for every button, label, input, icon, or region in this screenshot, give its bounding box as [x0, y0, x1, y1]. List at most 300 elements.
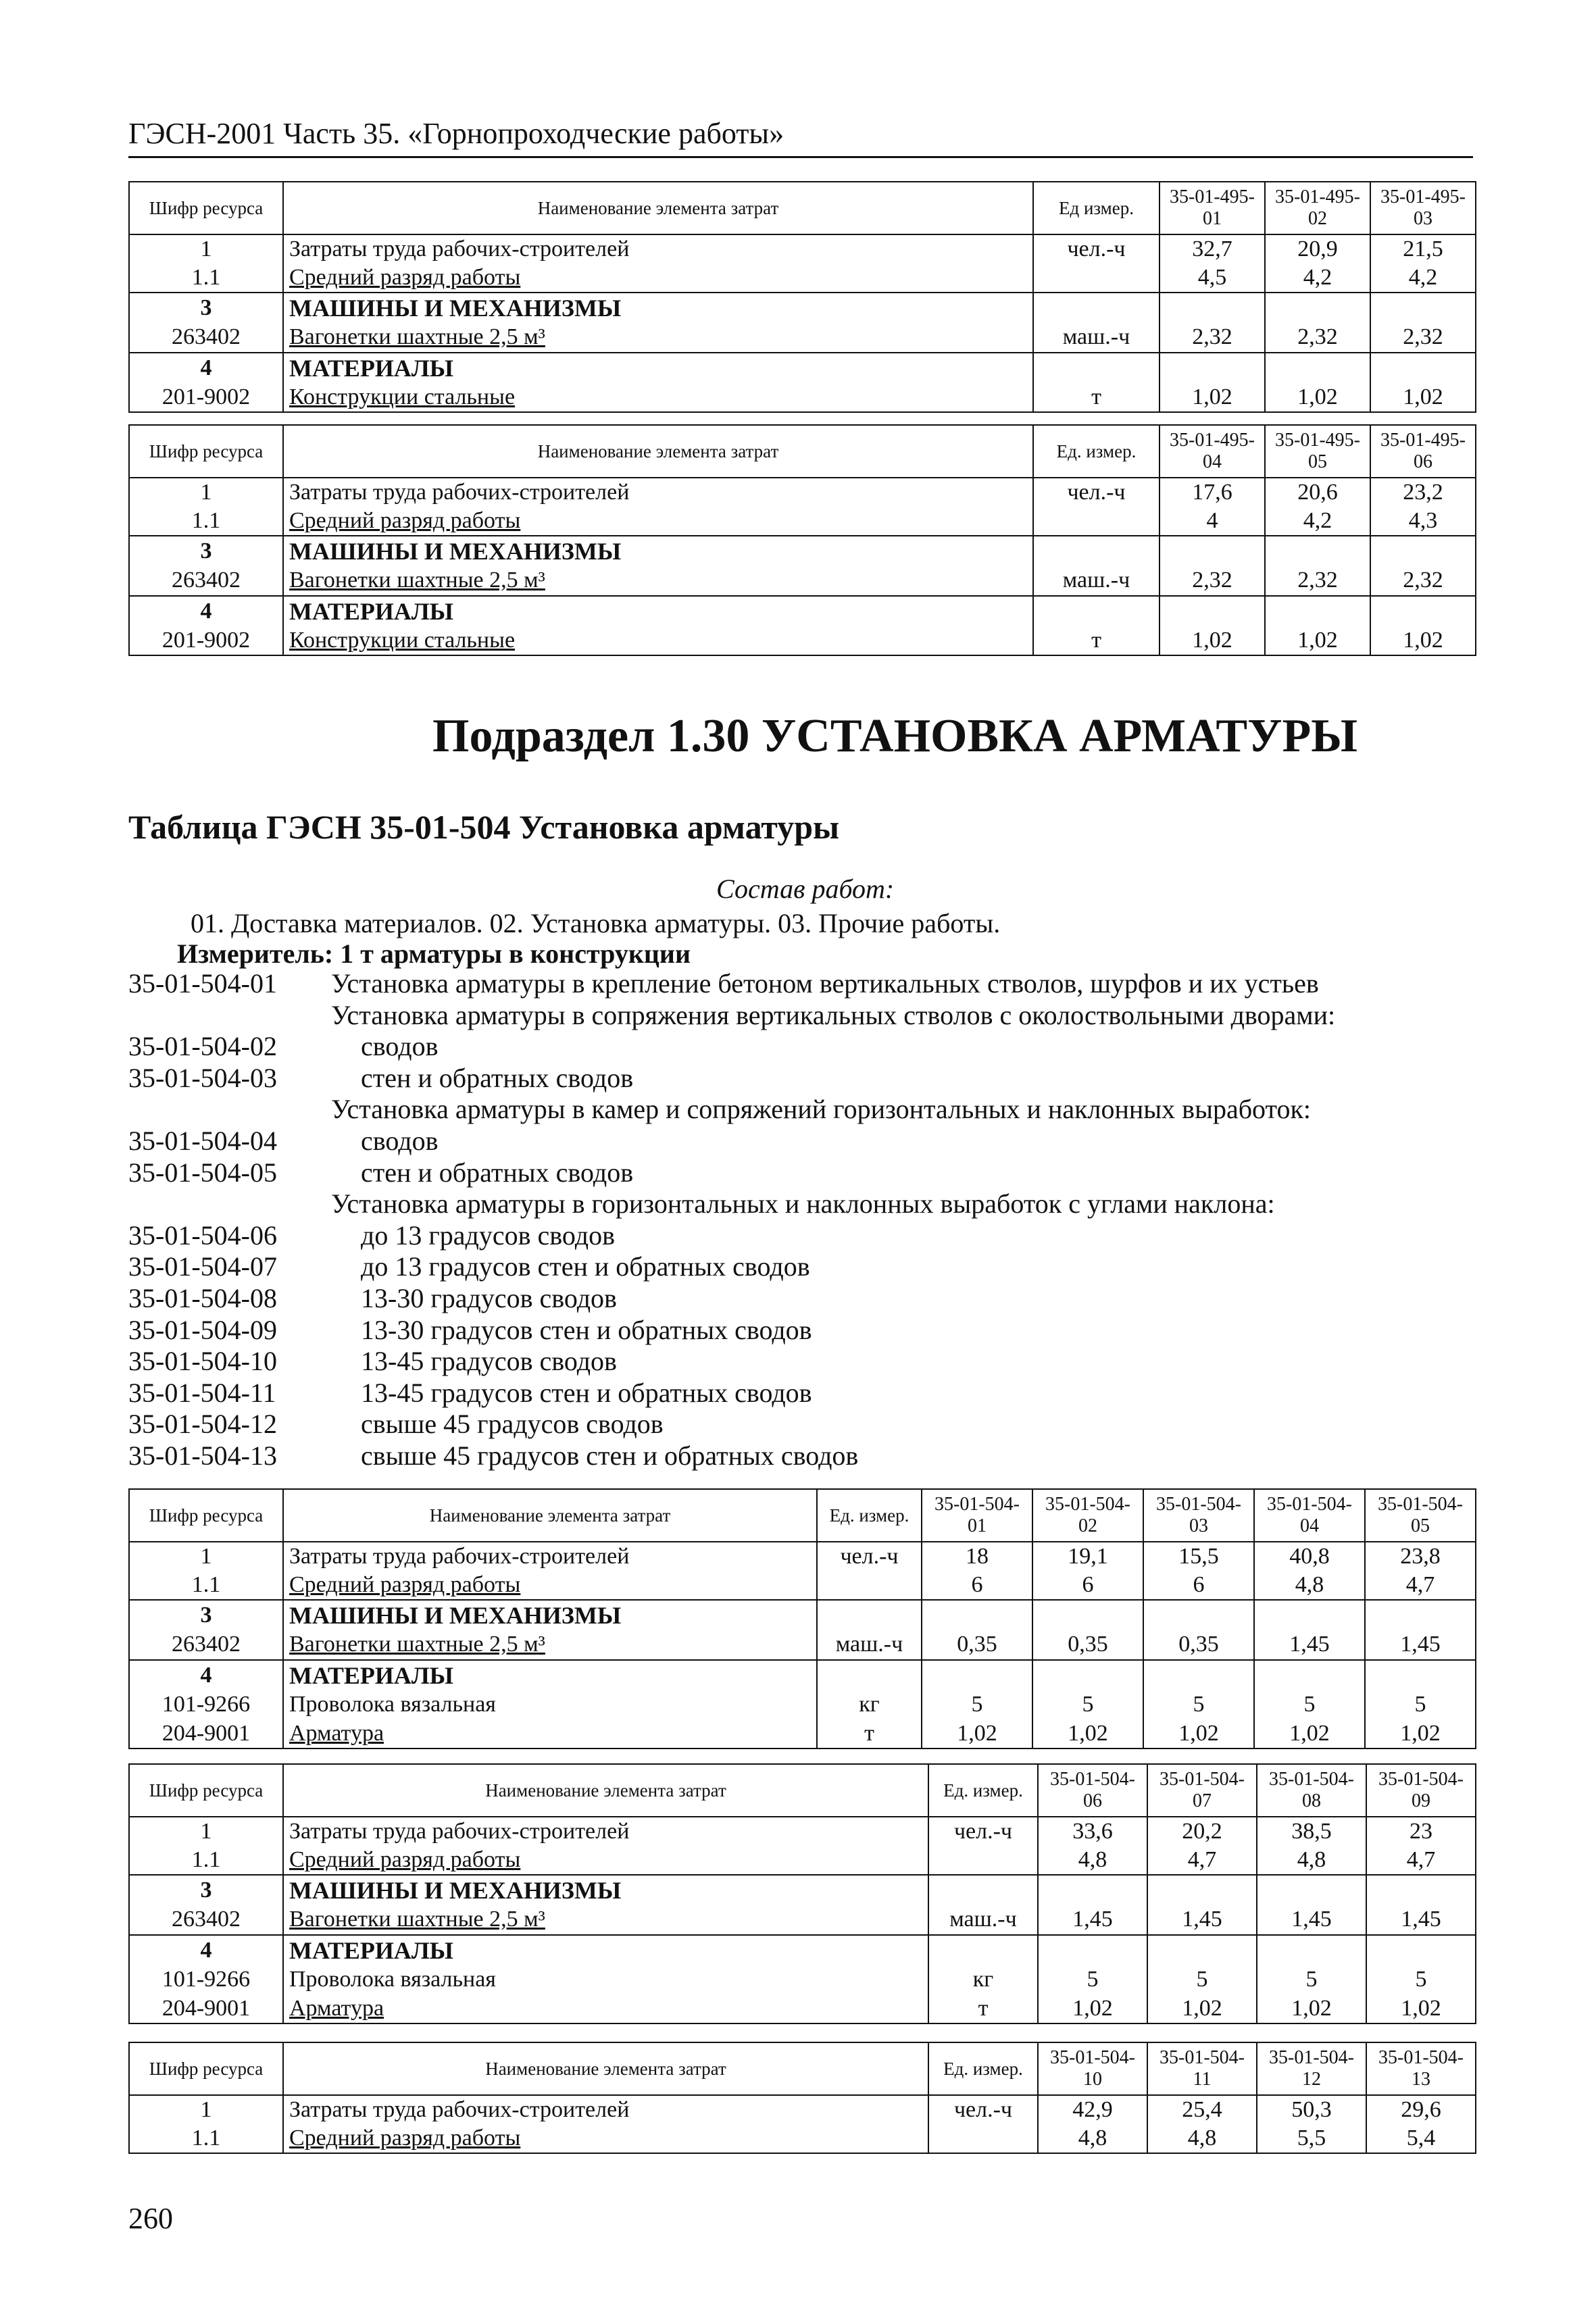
norm-description: 13-45 градусов сводов [361, 1346, 617, 1377]
value-cell [1370, 353, 1476, 383]
value-cell [1265, 293, 1370, 323]
resource-code: 4 [129, 1935, 283, 1965]
value-cell: 1,02 [1143, 1719, 1254, 1749]
resource-code: 263402 [129, 1905, 283, 1934]
table-row [129, 383, 1476, 412]
cost-element-name: Конструкции стальные [283, 383, 1033, 412]
value-cell [1159, 596, 1265, 626]
table-row [129, 234, 1476, 263]
header-unit: Ед. измер. [928, 2042, 1038, 2095]
value-cell: 4,7 [1365, 1571, 1476, 1600]
header-norm-code: 35-01-495-01 [1159, 182, 1265, 234]
cost-element-name: МАТЕРИАЛЫ [283, 353, 1033, 383]
value-cell: 5 [922, 1690, 1032, 1719]
value-cell: 42,9 [1038, 2095, 1147, 2124]
value-cell: 2,32 [1265, 323, 1370, 352]
measure-unit: Измеритель: 1 т арматуры в конструкции [177, 938, 691, 969]
table-row [129, 536, 1476, 566]
page-header: ГЭСН-2001 Часть 35. «Горнопроходческие работы» [128, 116, 1473, 158]
value-cell: 15,5 [1143, 1542, 1254, 1571]
value-cell [1159, 293, 1265, 323]
value-cell: 20,2 [1147, 1817, 1257, 1846]
norm-item [128, 1378, 1412, 1409]
header-name: Наименование элемента затрат [283, 1489, 817, 1542]
header-code: Шифр ресурса [129, 425, 283, 478]
norm-code [128, 1188, 331, 1220]
value-cell [1032, 1600, 1143, 1630]
table-row [129, 1935, 1476, 1965]
cost-element-name: Вагонетки шахтные 2,5 м³ [283, 566, 1033, 595]
cost-table-504-01-05 [128, 1488, 1476, 1749]
cost-element-name: Затраты труда рабочих-строителей [283, 478, 1033, 507]
value-cell: 5 [1257, 1965, 1366, 1994]
cost-element-name: МАШИНЫ И МЕХАНИЗМЫ [283, 1600, 817, 1630]
value-cell: 2,32 [1370, 323, 1476, 352]
resource-code: 3 [129, 536, 283, 566]
unit [1033, 507, 1159, 536]
norm-item [128, 1000, 1412, 1032]
value-cell: 1,02 [1265, 383, 1370, 412]
table-header-row [129, 2042, 1476, 2095]
header-name: Наименование элемента затрат [283, 1764, 928, 1817]
value-cell: 0,35 [922, 1630, 1032, 1659]
table-row [129, 1875, 1476, 1905]
value-cell [1143, 1600, 1254, 1630]
unit: маш.-ч [928, 1905, 1038, 1934]
value-cell: 1,45 [1147, 1905, 1257, 1934]
value-cell [1257, 1935, 1366, 1965]
header-unit: Ед. измер. [928, 1764, 1038, 1817]
value-cell: 5 [1038, 1965, 1147, 1994]
cost-element-name: МАТЕРИАЛЫ [283, 1660, 817, 1690]
cost-element-name: Затраты труда рабочих-строителей [283, 1542, 817, 1571]
table-row [129, 566, 1476, 595]
resource-code: 1 [129, 234, 283, 263]
cost-element-name: Арматура [283, 1994, 928, 2023]
unit [1033, 536, 1159, 566]
table-row [129, 1690, 1476, 1719]
header-norm-code: 35-01-504-11 [1147, 2042, 1257, 2095]
resource-code: 201-9002 [129, 626, 283, 655]
norm-item [128, 968, 1412, 1000]
value-cell: 33,6 [1038, 1817, 1147, 1846]
resource-code: 1.1 [129, 507, 283, 536]
unit [928, 2124, 1038, 2153]
value-cell: 50,3 [1257, 2095, 1366, 2124]
value-cell: 1,02 [1265, 626, 1370, 655]
header-norm-code: 35-01-504-03 [1143, 1489, 1254, 1542]
unit: чел.-ч [1033, 478, 1159, 507]
table-header-row [129, 1764, 1476, 1817]
norm-description: свыше 45 градусов сводов [361, 1409, 664, 1440]
unit: чел.-ч [817, 1542, 922, 1571]
header-norm-code: 35-01-504-06 [1038, 1764, 1147, 1817]
norm-item [128, 1440, 1412, 1472]
norm-code: 35-01-504-13 [128, 1440, 277, 1471]
table-row [129, 1905, 1476, 1934]
value-cell [1265, 353, 1370, 383]
norm-code: 35-01-504-10 [128, 1346, 277, 1377]
unit: т [928, 1994, 1038, 2023]
value-cell: 1,02 [1254, 1719, 1365, 1749]
norm-code: 35-01-504-06 [128, 1219, 277, 1251]
resource-code: 101-9266 [129, 1965, 283, 1994]
value-cell [1365, 1660, 1476, 1690]
header-code: Шифр ресурса [129, 182, 283, 234]
header-norm-code: 35-01-504-07 [1147, 1764, 1257, 1817]
unit [1033, 596, 1159, 626]
table-row [129, 507, 1476, 536]
value-cell [1254, 1600, 1365, 1630]
header-name: Наименование элемента затрат [283, 2042, 928, 2095]
norm-code [128, 1000, 331, 1032]
resource-code: 101-9266 [129, 1690, 283, 1719]
value-cell: 5 [1147, 1965, 1257, 1994]
value-cell: 2,32 [1159, 323, 1265, 352]
unit [1033, 263, 1159, 293]
resource-code: 1 [129, 1817, 283, 1846]
value-cell: 1,02 [1038, 1994, 1147, 2023]
cost-element-name: Вагонетки шахтные 2,5 м³ [283, 1630, 817, 1659]
norm-code: 35-01-504-05 [128, 1157, 277, 1188]
norm-item [128, 1409, 1412, 1440]
table-row [129, 263, 1476, 293]
resource-code: 4 [129, 1660, 283, 1690]
header-norm-code: 35-01-504-09 [1366, 1764, 1476, 1817]
value-cell: 2,32 [1159, 566, 1265, 595]
norm-code [128, 1094, 331, 1126]
value-cell: 2,32 [1370, 566, 1476, 595]
header-norm-code: 35-01-495-05 [1265, 425, 1370, 478]
norm-code: 35-01-504-03 [128, 1062, 277, 1093]
unit: чел.-ч [928, 1817, 1038, 1846]
resource-code: 3 [129, 1600, 283, 1630]
norm-item [128, 1346, 1412, 1378]
table-row [129, 1846, 1476, 1875]
table-row [129, 1542, 1476, 1571]
cost-table-495-01-03 [128, 181, 1476, 413]
value-cell [1265, 596, 1370, 626]
resource-code: 3 [129, 1875, 283, 1905]
norm-description: Установка арматуры в горизонтальных и наклонных выработок с углами наклона: [331, 1188, 1275, 1219]
table-header-row [129, 1489, 1476, 1542]
unit: кг [817, 1690, 922, 1719]
value-cell [1038, 1935, 1147, 1965]
table-row [129, 323, 1476, 352]
table-header-row [129, 425, 1476, 478]
header-name: Наименование элемента затрат [283, 182, 1033, 234]
norm-item [128, 1220, 1412, 1252]
value-cell [1257, 1875, 1366, 1905]
value-cell [1370, 596, 1476, 626]
norm-description: до 13 градусов сводов [361, 1219, 615, 1251]
value-cell: 1,02 [1159, 383, 1265, 412]
value-cell: 4,8 [1147, 2124, 1257, 2153]
table-row [129, 1817, 1476, 1846]
value-cell: 29,6 [1366, 2095, 1476, 2124]
unit: маш.-ч [817, 1630, 922, 1659]
value-cell: 1,02 [1370, 626, 1476, 655]
unit [1033, 353, 1159, 383]
value-cell [922, 1660, 1032, 1690]
cost-table-504-10-13 [128, 2042, 1476, 2154]
value-cell: 4,7 [1366, 1846, 1476, 1875]
cost-element-name: Затраты труда рабочих-строителей [283, 234, 1033, 263]
value-cell: 4,3 [1370, 507, 1476, 536]
norm-description: сводов [361, 1031, 439, 1062]
norm-code: 35-01-504-07 [128, 1251, 277, 1282]
value-cell: 32,7 [1159, 234, 1265, 263]
composition-title: Состав работ: [716, 874, 895, 904]
value-cell [1370, 536, 1476, 566]
norm-item [128, 1251, 1412, 1283]
header-norm-code: 35-01-504-04 [1254, 1489, 1365, 1542]
value-cell: 4,2 [1265, 507, 1370, 536]
resource-code: 4 [129, 353, 283, 383]
value-cell [1254, 1660, 1365, 1690]
norm-item [128, 1031, 1412, 1063]
value-cell: 1,02 [922, 1719, 1032, 1749]
table-row [129, 2095, 1476, 2124]
value-cell: 1,02 [1032, 1719, 1143, 1749]
header-norm-code: 35-01-504-12 [1257, 2042, 1366, 2095]
resource-code: 263402 [129, 1630, 283, 1659]
resource-code: 3 [129, 293, 283, 323]
resource-code: 204-9001 [129, 1994, 283, 2023]
norm-description: стен и обратных сводов [361, 1062, 634, 1093]
value-cell: 1,02 [1159, 626, 1265, 655]
value-cell [922, 1600, 1032, 1630]
value-cell: 4,2 [1370, 263, 1476, 293]
value-cell [1143, 1660, 1254, 1690]
cost-element-name: МАШИНЫ И МЕХАНИЗМЫ [283, 1875, 928, 1905]
resource-code: 1.1 [129, 1571, 283, 1600]
resource-code: 1 [129, 478, 283, 507]
value-cell: 1,45 [1038, 1905, 1147, 1934]
value-cell: 20,6 [1265, 478, 1370, 507]
norm-code: 35-01-504-11 [128, 1377, 276, 1408]
value-cell: 17,6 [1159, 478, 1265, 507]
value-cell: 6 [1032, 1571, 1143, 1600]
cost-element-name: МАШИНЫ И МЕХАНИЗМЫ [283, 293, 1033, 323]
unit [928, 1875, 1038, 1905]
norm-code: 35-01-504-12 [128, 1409, 277, 1440]
resource-code: 1.1 [129, 1846, 283, 1875]
cost-element-name: Арматура [283, 1719, 817, 1749]
unit: чел.-ч [1033, 234, 1159, 263]
value-cell [1265, 536, 1370, 566]
resource-code: 1.1 [129, 263, 283, 293]
norm-item [128, 1188, 1412, 1220]
cost-element-name: Затраты труда рабочих-строителей [283, 2095, 928, 2124]
norm-code: 35-01-504-09 [128, 1314, 277, 1345]
value-cell: 2,32 [1265, 566, 1370, 595]
cost-element-name: Проволока вязальная [283, 1690, 817, 1719]
value-cell: 40,8 [1254, 1542, 1365, 1571]
work-composition: 01. Доставка материалов. 02. Установка арматуры. 03. Прочие работы. [191, 908, 1001, 938]
page-number: 260 [128, 2202, 173, 2235]
unit: т [817, 1719, 922, 1749]
table-row [129, 1630, 1476, 1659]
unit [817, 1600, 922, 1630]
table-row [129, 626, 1476, 655]
table-title: Таблица ГЭСН 35-01-504 Установка арматуры [128, 808, 840, 846]
resource-code: 4 [129, 596, 283, 626]
value-cell [1032, 1660, 1143, 1690]
resource-code: 1 [129, 1542, 283, 1571]
unit: маш.-ч [1033, 566, 1159, 595]
header-norm-code: 35-01-495-04 [1159, 425, 1265, 478]
unit: т [1033, 383, 1159, 412]
header-norm-code: 35-01-504-10 [1038, 2042, 1147, 2095]
cost-element-name: Затраты труда рабочих-строителей [283, 1817, 928, 1846]
value-cell: 5,5 [1257, 2124, 1366, 2153]
cost-element-name: Средний разряд работы [283, 2124, 928, 2153]
norm-description: свыше 45 градусов стен и обратных сводов [361, 1440, 859, 1471]
value-cell: 6 [1143, 1571, 1254, 1600]
value-cell: 4,8 [1038, 1846, 1147, 1875]
norm-description: Установка арматуры в сопряжения вертикальных стволов с околоствольными дворами: [331, 999, 1336, 1030]
value-cell: 5 [1032, 1690, 1143, 1719]
norm-description: Установка арматуры в крепление бетоном вертикальных стволов, шурфов и их устьев [331, 968, 1319, 999]
value-cell: 5 [1143, 1690, 1254, 1719]
header-norm-code: 35-01-504-01 [922, 1489, 1032, 1542]
value-cell: 0,35 [1032, 1630, 1143, 1659]
cost-element-name: Средний разряд работы [283, 1846, 928, 1875]
norm-item [128, 1315, 1412, 1347]
value-cell: 19,1 [1032, 1542, 1143, 1571]
value-cell: 4,8 [1038, 2124, 1147, 2153]
value-cell: 38,5 [1257, 1817, 1366, 1846]
cost-element-name: МАТЕРИАЛЫ [283, 596, 1033, 626]
value-cell: 21,5 [1370, 234, 1476, 263]
value-cell: 1,45 [1254, 1630, 1365, 1659]
value-cell [1365, 1600, 1476, 1630]
table-row [129, 353, 1476, 383]
value-cell: 0,35 [1143, 1630, 1254, 1659]
header-norm-code: 35-01-504-02 [1032, 1489, 1143, 1542]
value-cell: 1,45 [1257, 1905, 1366, 1934]
resource-code: 1 [129, 2095, 283, 2124]
header-norm-code: 35-01-504-05 [1365, 1489, 1476, 1542]
value-cell: 18 [922, 1542, 1032, 1571]
value-cell: 23,8 [1365, 1542, 1476, 1571]
value-cell: 23,2 [1370, 478, 1476, 507]
header-norm-code: 35-01-495-03 [1370, 182, 1476, 234]
header-norm-code: 35-01-504-08 [1257, 1764, 1366, 1817]
value-cell: 5 [1254, 1690, 1365, 1719]
header-unit: Ед. измер. [817, 1489, 922, 1542]
norm-code: 35-01-504-02 [128, 1031, 277, 1062]
table-row [129, 1965, 1476, 1994]
value-cell: 5 [1366, 1965, 1476, 1994]
value-cell [1370, 293, 1476, 323]
resource-code: 204-9001 [129, 1719, 283, 1749]
value-cell: 6 [922, 1571, 1032, 1600]
table-row [129, 1994, 1476, 2023]
unit [817, 1660, 922, 1690]
value-cell [1038, 1875, 1147, 1905]
norm-item [128, 1157, 1412, 1189]
table-row [129, 1600, 1476, 1630]
norm-description: до 13 градусов стен и обратных сводов [361, 1251, 810, 1282]
unit [928, 1935, 1038, 1965]
unit: чел.-ч [928, 2095, 1038, 2124]
value-cell [1147, 1935, 1257, 1965]
unit: т [1033, 626, 1159, 655]
resource-code: 201-9002 [129, 383, 283, 412]
cost-element-name: Вагонетки шахтные 2,5 м³ [283, 323, 1033, 352]
norm-description: 13-30 градусов стен и обратных сводов [361, 1314, 812, 1345]
value-cell [1159, 536, 1265, 566]
cost-element-name: Средний разряд работы [283, 1571, 817, 1600]
value-cell: 1,02 [1370, 383, 1476, 412]
header-norm-code: 35-01-504-13 [1366, 2042, 1476, 2095]
unit: маш.-ч [1033, 323, 1159, 352]
table-header-row [129, 182, 1476, 234]
cost-element-name: Средний разряд работы [283, 507, 1033, 536]
norm-item [128, 1063, 1412, 1095]
value-cell [1366, 1875, 1476, 1905]
value-cell: 4 [1159, 507, 1265, 536]
resource-code: 263402 [129, 323, 283, 352]
value-cell: 25,4 [1147, 2095, 1257, 2124]
norm-description: сводов [361, 1125, 439, 1156]
norm-item [128, 1283, 1412, 1315]
value-cell [1147, 1875, 1257, 1905]
value-cell: 4,5 [1159, 263, 1265, 293]
header-unit: Ед. измер. [1033, 425, 1159, 478]
header-name: Наименование элемента затрат [283, 425, 1033, 478]
norm-items-list [128, 968, 1412, 1472]
value-cell [1159, 353, 1265, 383]
value-cell: 1,45 [1366, 1905, 1476, 1934]
cost-element-name: МАШИНЫ И МЕХАНИЗМЫ [283, 536, 1033, 566]
value-cell: 23 [1366, 1817, 1476, 1846]
value-cell: 5 [1365, 1690, 1476, 1719]
unit [1033, 293, 1159, 323]
header-code: Шифр ресурса [129, 1764, 283, 1817]
header-unit: Ед измер. [1033, 182, 1159, 234]
unit [928, 1846, 1038, 1875]
value-cell: 1,02 [1366, 1994, 1476, 2023]
unit: кг [928, 1965, 1038, 1994]
cost-table-504-06-09 [128, 1763, 1476, 2024]
norm-item [128, 1094, 1412, 1126]
unit [817, 1571, 922, 1600]
value-cell: 1,45 [1365, 1630, 1476, 1659]
header-norm-code: 35-01-495-06 [1370, 425, 1476, 478]
norm-code: 35-01-504-01 [128, 968, 277, 999]
cost-element-name: МАТЕРИАЛЫ [283, 1935, 928, 1965]
value-cell [1366, 1935, 1476, 1965]
table-row [129, 293, 1476, 323]
value-cell: 4,2 [1265, 263, 1370, 293]
norm-code: 35-01-504-08 [128, 1282, 277, 1313]
cost-element-name: Средний разряд работы [283, 263, 1033, 293]
table-row [129, 596, 1476, 626]
cost-table-495-04-06 [128, 424, 1476, 656]
value-cell: 5,4 [1366, 2124, 1476, 2153]
value-cell: 4,7 [1147, 1846, 1257, 1875]
value-cell: 20,9 [1265, 234, 1370, 263]
cost-element-name: Проволока вязальная [283, 1965, 928, 1994]
norm-description: 13-45 градусов стен и обратных сводов [361, 1377, 812, 1408]
norm-code: 35-01-504-04 [128, 1125, 277, 1156]
table-row [129, 1660, 1476, 1690]
table-row [129, 2124, 1476, 2153]
cost-element-name: Конструкции стальные [283, 626, 1033, 655]
